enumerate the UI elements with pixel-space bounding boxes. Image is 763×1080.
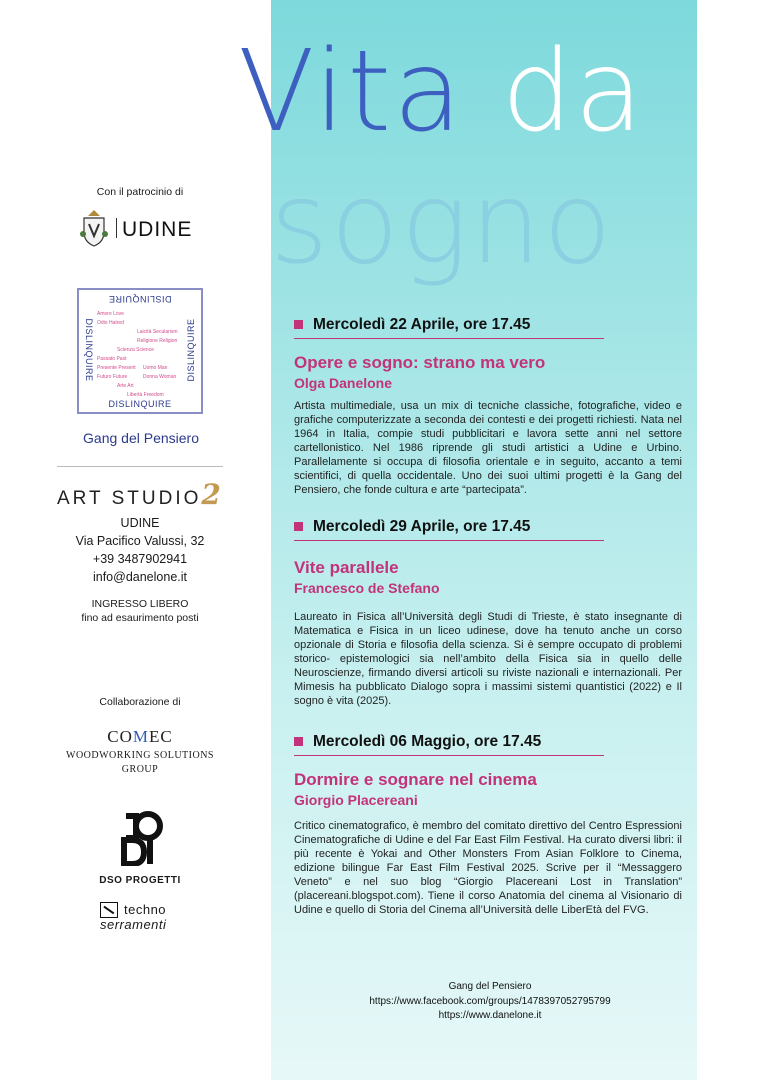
gang-del-pensiero-label: Gang del Pensiero [83,430,199,446]
logo-word: Donna Woman [143,374,177,380]
art-studio-logo [57,478,227,511]
patronage-label: Con il patrocinio di [96,186,184,198]
logo-frame-text-left: DISLINQUIRE [84,318,94,382]
logo-word: Libertà Freedom [127,392,164,398]
event-date-header [294,518,604,541]
logo-word: Scienza Science [117,347,154,353]
poster-title-line1 [238,27,646,157]
facebook-link[interactable]: https://www.facebook.com/groups/1478397052795799 [369,995,611,1007]
gang-del-pensiero-logo [77,288,203,414]
title-word-da: da [501,27,646,157]
event-date: Mercoledì 29 Aprile, ore 17.45 [313,518,531,535]
udine-logo-text: UDINE [122,218,193,241]
entry-free: INGRESSO LIBERO [91,598,189,610]
logo-separator [116,218,117,238]
event-date: Mercoledì 22 Aprile, ore 17.45 [313,316,531,333]
logo-word: Odio Hatred [97,320,124,326]
logo-word-list [97,310,185,398]
event-title: Vite parallele [294,558,399,577]
event-date-header [294,316,604,339]
serramenti-text: serramenti [100,917,167,932]
comec-tagline: WOODWORKING SOLUTIONS [66,750,214,761]
sidebar-divider [57,466,223,467]
contact-block [60,514,220,586]
dso-mark-icon [110,810,170,866]
logo-frame-text-top: DISLINQUIRE [108,294,172,304]
logo-word: Laicità Secularism [137,329,178,335]
comec-logo [55,727,225,775]
event-speaker: Francesco de Stefano [294,580,440,596]
logo-frame-text-bottom: DISLINQUIRE [108,399,172,409]
logo-word: Religione Religion [137,338,178,344]
entry-limit: fino ad esaurimento posti [81,612,199,624]
bullet-square-icon [294,320,303,329]
event-title: Dormire e sognare nel cinema [294,770,537,789]
comec-name-m: M [132,727,149,746]
footer-org: Gang del Pensiero [448,981,532,992]
comec-name-part: CO [107,727,133,746]
techno-text: techno [124,902,167,917]
techno-serramenti-logo [100,902,200,932]
entry-info [60,597,220,625]
event-date-header [294,733,604,756]
contact-email: info@danelone.it [92,570,187,584]
logo-word: Presente Present [97,365,136,371]
logo-frame-text-right: DISLINQUIRE [186,318,196,382]
event-description: Laureato in Fisica all’Università degli Studi di Trieste, è stato insegnante di Matematica e Fisica in un liceo udinese, dove ha tenuto anche un corso opzionale di Storia e filosofia della scienza. Si è sempre occupato di problemi storico- epistemologici sia nell’ambito della Fisica sia in quello delle Neuroscienze, firmando diversi articoli su riviste nazionali e internazionali. Per Mimesis ha pubblicato Dialogo sopra i massimi sistemi quantistici (2022) e Il sogno è vita (2025). [294,611,682,707]
contact-city: UDINE [120,516,160,530]
dso-progetti-logo [90,810,190,886]
bullet-square-icon [294,737,303,746]
event-date: Mercoledì 06 Maggio, ore 17.45 [313,733,542,750]
collaboration-label: Collaborazione di [99,696,181,708]
title-word-vita: Vita [238,27,464,157]
footer [300,980,680,1024]
bullet-square-icon [294,522,303,531]
contact-address: Via Pacifico Valussi, 32 [75,534,205,548]
event-title: Opere e sogno: strano ma vero [294,353,546,372]
logo-word: Amore Love [97,311,124,317]
website-link[interactable]: https://www.danelone.it [438,1010,542,1021]
contact-phone: +39 3487902941 [92,552,188,566]
logo-word: Passato Past [97,356,127,362]
udine-crest-icon [80,208,108,248]
logo-word: Arte Art [117,383,134,389]
dso-progetti-text: DSO PROGETTI [99,875,181,886]
logo-word: Futuro Future [97,374,128,380]
art-studio-text: ART STUDIO [57,488,202,509]
udine-logo [80,208,205,252]
event-description: Critico cinematografico, è membro del comitato direttivo del Centro Espressioni Cinematografiche di Udine e del Far East Film Festival. Ha curato diversi libri: il più recente è Yokai and Other Monsters From Asian Folklore to Cinema, edizione bilingue Far East Film Festival 2025. Scrive per il “Messaggero Veneto” e nel suo blog “Giorgio Placereani Lost in Translation” (placereani.blogspot.com). Tiene il corso Anatomia del cinema al Visionario di Udine e quello di Storia del Cinema all’Università delle LiberEtà del FVG. [294,820,682,916]
comec-name [55,727,225,747]
art-studio-number: 2 [201,478,221,511]
event-speaker: Giorgio Placereani [294,792,418,808]
event-speaker: Olga Danelone [294,375,393,391]
techno-window-icon [100,902,118,918]
logo-word: Uomo Man [143,365,168,371]
comec-name-part: EC [149,727,173,746]
event-description: Artista multimediale, usa un mix di tecniche classiche, fotografiche, video e grafiche computerizzate a seconda dei contesti e dei progetti richiesti. Nata nel 1964 in Italia, compie studi pubblicitari e lavora sette anni nel settore cartellonistico. Nel 1986 riprende gli studi artistici a Udine e Urbino. Parallelamente si occupa di filosofia orientale e in seguito, accanto a temi scientifici, di quella occidentale. Uno dei suoi ultimi progetti è la Gang del Pensiero, che fonde cultura e arte “partecipata”. [294,400,682,496]
poster-title-line2: sogno [270,159,614,289]
comec-group: GROUP [121,764,159,775]
